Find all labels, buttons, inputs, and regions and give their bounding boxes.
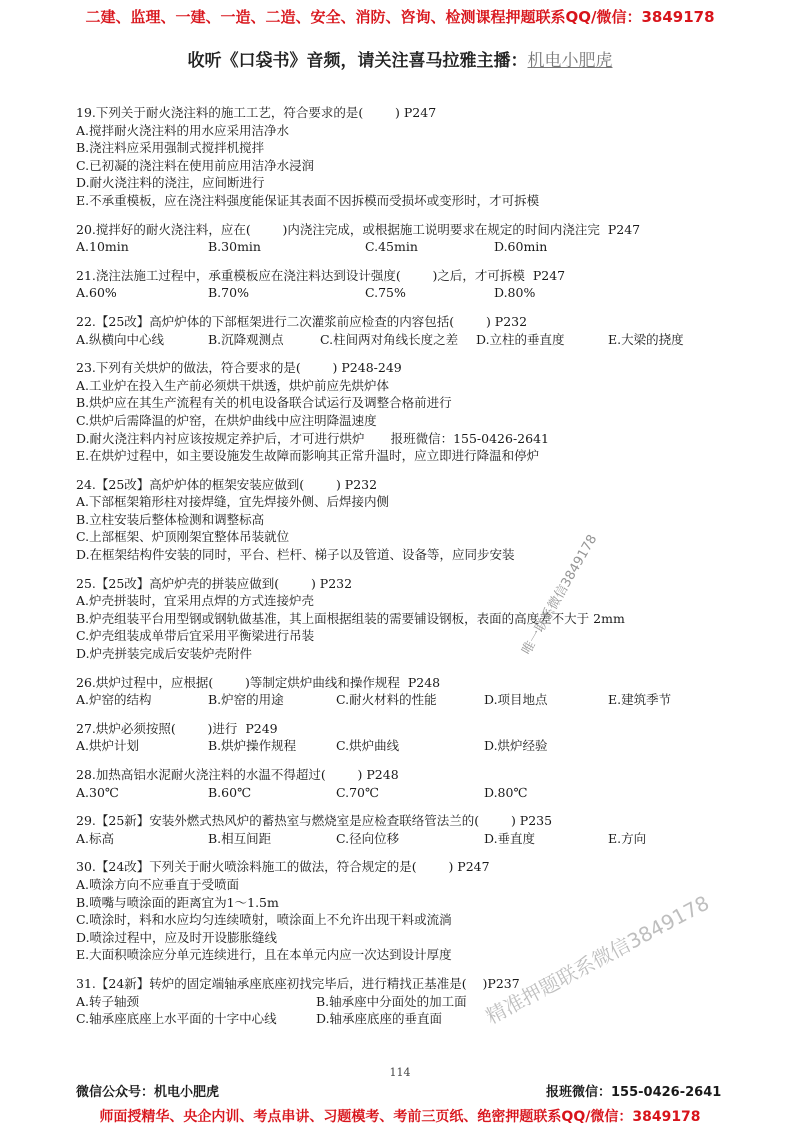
question-stem: 23.下列有关烘炉的做法，符合要求的是( ) P248-249	[76, 360, 402, 376]
options-row	[76, 284, 716, 302]
question-31	[76, 975, 716, 1028]
subtitle-text: 收听《口袋书》音频，请关注喜马拉雅主播：	[187, 51, 528, 71]
option: D.烘炉经验	[484, 738, 548, 754]
option: C.耐火材料的性能	[336, 692, 437, 708]
question-22	[76, 313, 716, 348]
option: D.80%	[494, 285, 536, 301]
option: B.浇注料应采用强制式搅拌机搅拌	[76, 140, 265, 156]
option: D.立柱的垂直度	[476, 331, 565, 347]
option: E.不承重模板，应在浇注料强度能保证其表面不因拆模而受损坏或变形时，才可拆模	[76, 192, 540, 208]
option: C.上部框架、炉顶刚架宜整体吊装就位	[76, 529, 290, 545]
option: B.30min	[208, 239, 261, 255]
option: B.立柱安装后整体检测和调整标高	[76, 511, 265, 527]
option: C.烘炉曲线	[336, 738, 400, 754]
question-stem: 26.烘炉过程中，应根据( )等制定烘炉曲线和操作规程 P248	[76, 674, 441, 690]
option: D.项目地点	[484, 692, 548, 708]
option-text: D.耐火浇注料内衬应该按规定养护后，才可进行烘炉	[76, 430, 365, 446]
option: D.垂直度	[484, 830, 536, 846]
option: A.标高	[76, 830, 115, 846]
option: A.炉窑的结构	[76, 692, 152, 708]
option: D.60min	[494, 239, 548, 255]
option: E.大面积喷涂应分单元连续进行，且在本单元内应一次达到设计厚度	[76, 947, 452, 963]
question-stem: 21.浇注法施工过程中，承重模板应在浇注料达到设计强度( )之后，才可拆模 P247	[76, 267, 566, 283]
option: A.10min	[76, 239, 129, 255]
option: D.炉壳拼装完成后安装炉壳附件	[76, 646, 253, 662]
option: A.烘炉计划	[76, 738, 140, 754]
question-20	[76, 221, 716, 256]
question-list	[76, 104, 716, 1039]
options-row	[76, 238, 716, 256]
option: A.搅拌耐火浇注料的用水应采用洁净水	[76, 122, 290, 138]
option: A.下部框架箱形柱对接焊缝，宜先焊接外侧、后焊接内侧	[76, 494, 390, 510]
option: B.70%	[208, 285, 249, 301]
option: D.轴承座底座的垂直面	[316, 1011, 443, 1027]
question-stem: 19.下列关于耐火浇注料的施工工艺，符合要求的是( ) P247	[76, 105, 437, 120]
question-23	[76, 359, 716, 465]
option: C.已初凝的浇注料在使用前应用洁净水浸润	[76, 157, 315, 173]
question-stem: 29.【25新】安装外燃式热风炉的蓄热室与燃烧室是应检查联络管法兰的( ) P235	[76, 813, 553, 829]
option: B.相互间距	[208, 830, 272, 846]
question-stem: 25.【25改】高炉炉壳的拼装应做到( ) P232	[76, 575, 353, 591]
option: A.纵横向中心线	[76, 331, 165, 347]
question-28	[76, 766, 716, 801]
question-stem: 24.【25改】高炉炉体的框架安装应做到( ) P232	[76, 476, 378, 492]
option: A.喷涂方向不应垂直于受喷面	[76, 876, 240, 892]
option: E.在烘炉过程中，如主要设施发生故障而影响其正常升温时，应立即进行降温和停炉	[76, 448, 540, 464]
option: C.炉壳组装成单带后宜采用平衡梁进行吊装	[76, 628, 315, 644]
option: C.喷涂时，料和水应均匀连续喷射，喷涂面上不允许出现干料或流淌	[76, 912, 452, 928]
question-stem: 31.【24新】转炉的固定端轴承座底座初找完毕后，进行精找正基准是( )P237	[76, 975, 520, 991]
option: C.70℃	[336, 784, 379, 800]
option: D.在框架结构件安装的同时，平台、栏杆、梯子以及管道、设备等，应同步安装	[76, 547, 515, 563]
option: E.建筑季节	[608, 692, 672, 708]
question-21	[76, 267, 716, 302]
option: B.沉降观测点	[208, 331, 284, 347]
options-row	[76, 830, 716, 848]
question-24	[76, 476, 716, 564]
option: A.转子轴颈	[76, 993, 140, 1009]
question-30	[76, 858, 716, 964]
option: B.60℃	[208, 784, 252, 800]
option: D.80℃	[484, 784, 528, 800]
option: B.轴承座中分面处的加工面	[316, 993, 467, 1009]
options-row	[76, 784, 716, 802]
footer-enroll-wechat: 报班微信：155-0426-2641	[546, 1085, 722, 1100]
footer-wechat-account: 微信公众号：机电小肥虎	[76, 1085, 220, 1100]
watermark: 精准押题联系微信3849178	[481, 890, 714, 1029]
option: B.烘炉操作规程	[208, 738, 297, 754]
option: A.30℃	[76, 784, 119, 800]
option: E.方向	[608, 830, 647, 846]
option: B.喷嘴与喷涂面的距离宜为1～1.5m	[76, 894, 279, 910]
anchor-link[interactable]: 机电小肥虎	[527, 51, 613, 71]
option: C.75%	[365, 285, 406, 301]
question-stem: 20.搅拌好的耐火浇注料，应在( )内浇注完成，或根据施工说明要求在规定的时间内浇注完 P247	[76, 221, 641, 237]
options-row	[76, 691, 716, 709]
option: C.45min	[365, 239, 418, 255]
options-row	[76, 993, 716, 1011]
option: C.柱间两对角线长度之差	[320, 331, 459, 347]
option: A.60%	[76, 285, 117, 301]
option: D.喷涂过程中，应及时开设膨胀缝线	[76, 929, 278, 945]
watermark: 唯一联系微信3849178	[519, 532, 601, 658]
option: B.烘炉应在其生产流程有关的机电设备联合试运行及调整合格前进行	[76, 395, 452, 411]
option: E.大梁的挠度	[608, 331, 684, 347]
top-banner: 二建、监理、一建、一造、二造、安全、消防、咨询、检测课程押题联系QQ/微信：3849178	[85, 8, 715, 26]
subtitle	[0, 46, 800, 71]
option: B.炉壳组装平台用型钢或钢轨做基准，其上面根据组装的需要铺设钢板，表面的高度差不大于 2mm	[76, 610, 625, 626]
option: A.工业炉在投入生产前必须烘干烘透，烘炉前应先烘炉体	[76, 377, 390, 393]
question-stem: 27.烘炉必须按照( )进行 P249	[76, 720, 278, 736]
option: C.径向位移	[336, 830, 400, 846]
option: D.耐火浇注料的浇注，应间断进行	[76, 175, 265, 191]
question-19	[76, 104, 716, 210]
option: C.轴承座底座上水平面的十字中心线	[76, 1011, 277, 1027]
contact-note: 报班微信：155-0426-2641	[390, 430, 549, 446]
page-number: 114	[389, 1066, 411, 1079]
question-25	[76, 575, 716, 663]
options-row	[76, 1010, 716, 1028]
option: B.炉窑的用途	[208, 692, 284, 708]
question-29	[76, 812, 716, 847]
question-26	[76, 674, 716, 709]
question-stem: 30.【24改】下列关于耐火喷涂料施工的做法，符合规定的是( ) P247	[76, 859, 490, 875]
option: A.炉壳拼装时，宜采用点焊的方式连接炉壳	[76, 593, 315, 609]
question-27	[76, 720, 716, 755]
bottom-banner: 师面授精华、央企内训、考点串讲、习题模考、考前三页纸、绝密押题联系QQ/微信：3849178	[99, 1109, 701, 1125]
options-row	[76, 737, 716, 755]
option: C.烘炉后需降温的炉窑，在烘炉曲线中应注明降温速度	[76, 412, 377, 428]
question-stem: 28.加热高铝水泥耐火浇注料的水温不得超过( ) P248	[76, 767, 399, 782]
option	[76, 430, 716, 448]
options-row	[76, 331, 716, 349]
question-stem: 22.【25改】高炉炉体的下部框架进行二次灌浆前应检查的内容包括( ) P232	[76, 313, 528, 329]
